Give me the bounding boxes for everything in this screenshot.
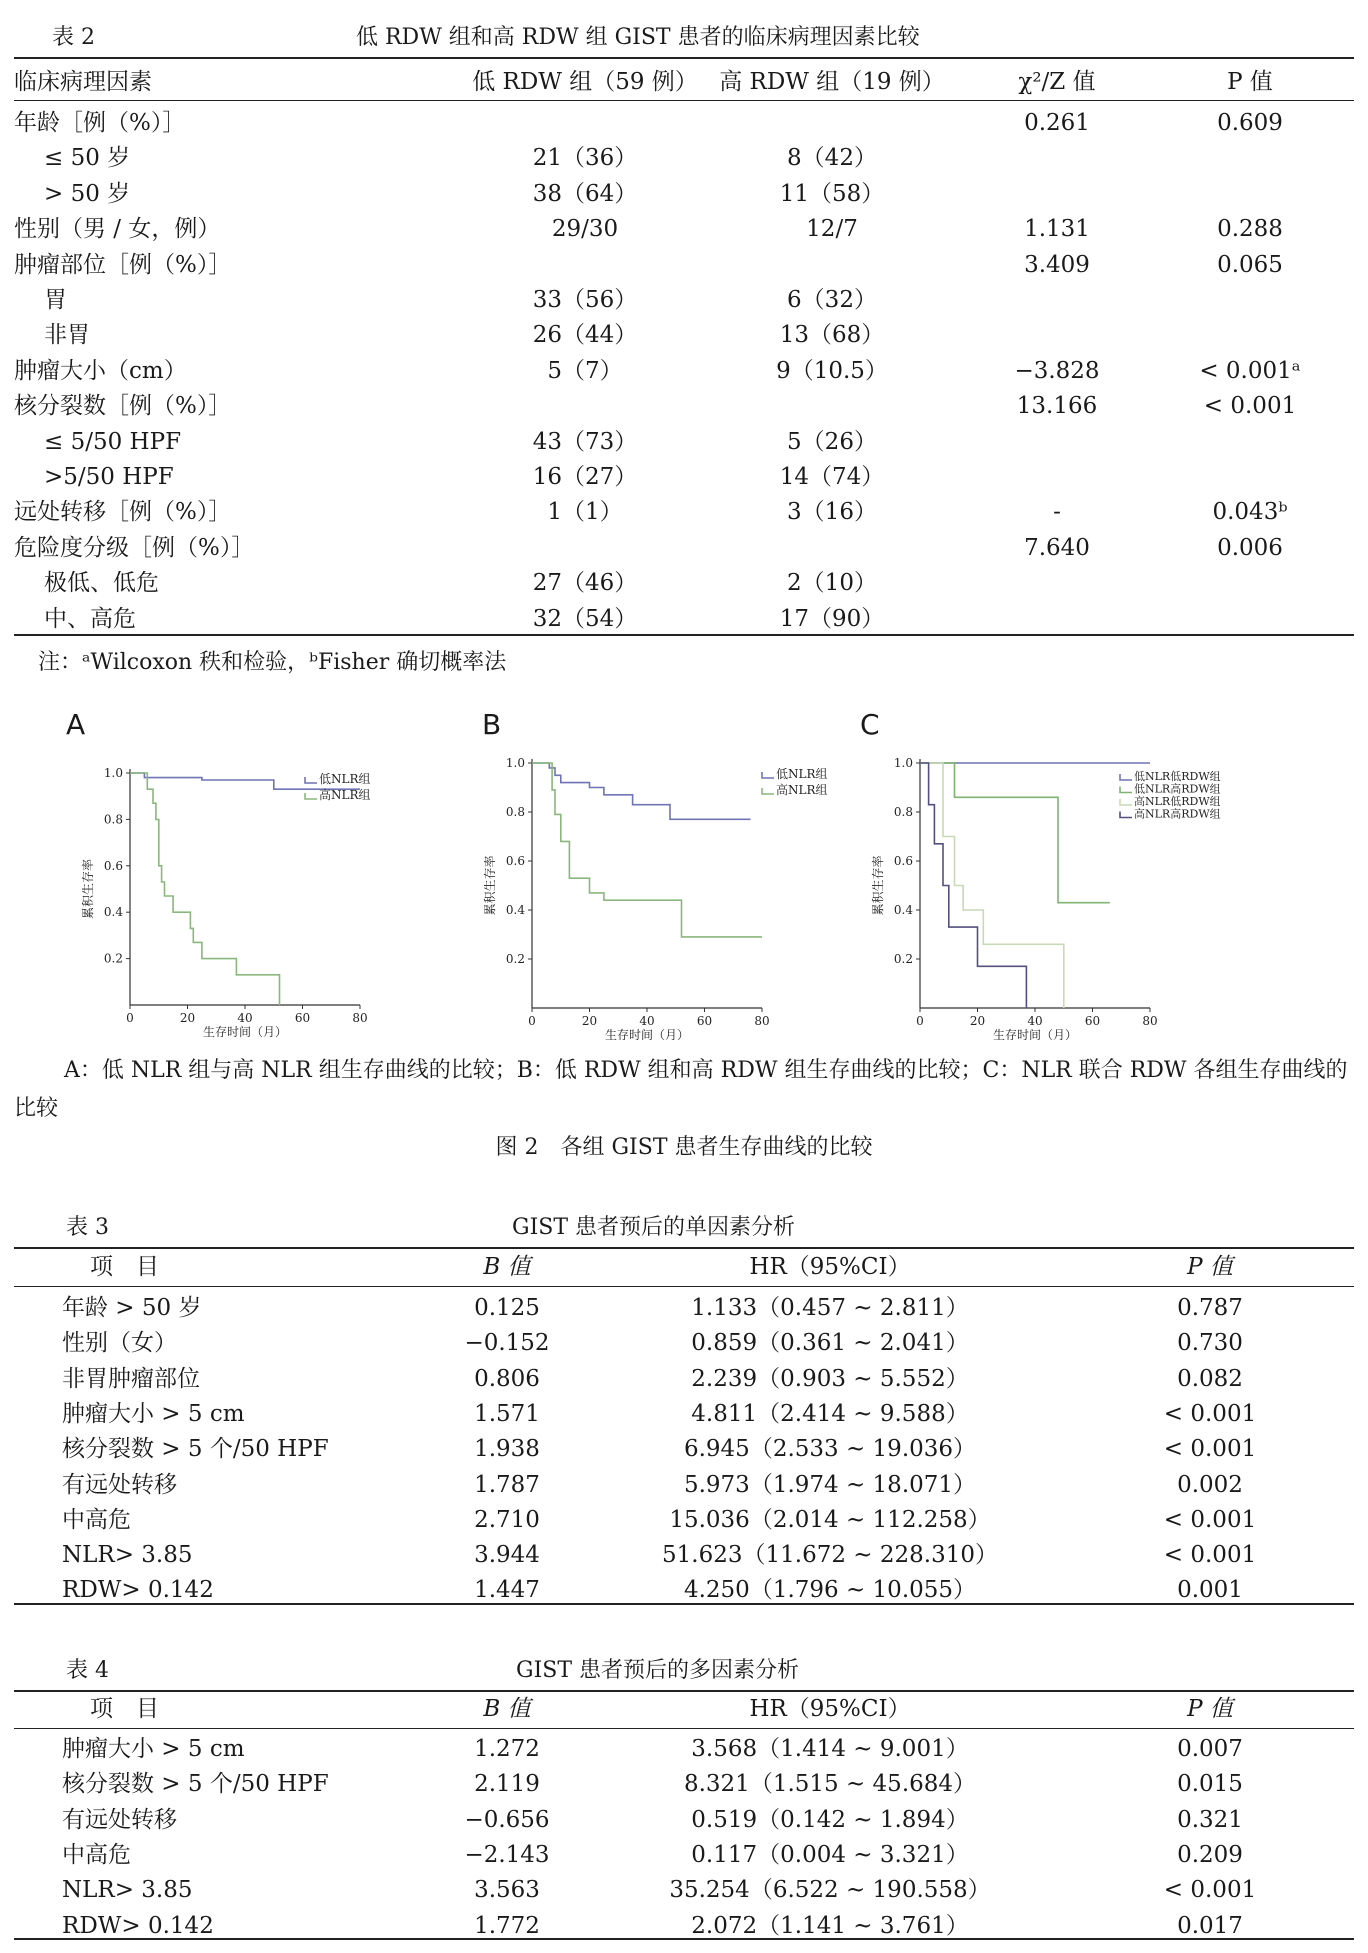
panel-label-b: B bbox=[482, 708, 502, 741]
table2-cell: 17（90） bbox=[779, 605, 885, 632]
y-axis-label: 累积生存率 bbox=[871, 855, 885, 916]
table3-cell: 0.001 bbox=[1177, 1577, 1243, 1604]
table2-cell: 9（10.5） bbox=[776, 357, 888, 384]
table2-cell: 非胃 bbox=[44, 322, 90, 349]
x-tick-label: 40 bbox=[639, 1014, 655, 1028]
table3-cell: 1.571 bbox=[474, 1400, 540, 1427]
table3-cell: < 0.001 bbox=[1163, 1542, 1257, 1569]
legend-label: 高NLR高RDW组 bbox=[1134, 807, 1221, 821]
survival-chart-c bbox=[862, 740, 1262, 1040]
table4-cell: 中高危 bbox=[62, 1841, 131, 1868]
table3-cell: 0.082 bbox=[1177, 1365, 1243, 1392]
table4-cell: 0.007 bbox=[1177, 1736, 1243, 1762]
legend-label: 高NLR组 bbox=[319, 788, 371, 802]
legend-label: 低NLR低RDW组 bbox=[1134, 770, 1221, 783]
y-tick-label: 0.8 bbox=[893, 805, 913, 819]
y-tick-label: 1.0 bbox=[505, 756, 525, 770]
table2-header-0: 临床病理因素 bbox=[14, 69, 152, 95]
table3-cell: 性别（女） bbox=[62, 1330, 177, 1357]
y-tick-label: 0.2 bbox=[505, 952, 525, 966]
table4-cell: 2.119 bbox=[474, 1771, 540, 1798]
y-tick-label: 0.2 bbox=[893, 952, 913, 966]
table2-cell: 0.288 bbox=[1217, 216, 1283, 243]
panel-label-a: A bbox=[66, 708, 86, 741]
table3-cell: 0.787 bbox=[1177, 1295, 1243, 1321]
survival-curve-1 bbox=[532, 763, 751, 819]
table2-cell: 3.409 bbox=[1024, 251, 1090, 278]
table2-cell: 14（74） bbox=[779, 464, 885, 490]
table2-cell: - bbox=[1053, 499, 1061, 526]
table2-cell: < 0.001ᵃ bbox=[1199, 357, 1301, 384]
table3-cell: 1.133（0.457 ~ 2.811） bbox=[691, 1295, 969, 1321]
table2-cell: 远处转移［例（%）］ bbox=[14, 499, 232, 526]
table4-header-1: B 值 bbox=[483, 1696, 531, 1722]
table3-cell: 非胃肿瘤部位 bbox=[62, 1365, 200, 1392]
table3-cell: −0.152 bbox=[464, 1330, 550, 1357]
table2-cell: 26（44） bbox=[532, 322, 638, 349]
table2-cell: 危险度分级［例（%）］ bbox=[14, 534, 255, 561]
table2-cell: 极低、低危 bbox=[44, 570, 159, 597]
legend-label: 低NLR高RDW组 bbox=[1134, 782, 1221, 796]
x-tick-label: 0 bbox=[916, 1014, 924, 1028]
table2-cell: 2（10） bbox=[787, 570, 877, 597]
table3-cell: NLR> 3.85 bbox=[62, 1542, 193, 1569]
y-tick-label: 0.6 bbox=[893, 854, 913, 868]
table2-cell: 13.166 bbox=[1016, 393, 1098, 420]
x-tick-label: 60 bbox=[696, 1014, 713, 1028]
table4-header-0: 项 目 bbox=[90, 1696, 159, 1722]
table2-cell: 38（64） bbox=[532, 180, 638, 207]
table3-header-2: HR（95%CI） bbox=[749, 1254, 911, 1280]
table3-label: 表 3 bbox=[66, 1215, 109, 1240]
table2-header-2: 高 RDW 组（19 例） bbox=[719, 69, 945, 95]
table2-cell: 27（46） bbox=[532, 570, 638, 597]
x-tick-label: 80 bbox=[754, 1014, 770, 1028]
table2-cell: 12/7 bbox=[806, 216, 858, 243]
table4-cell: 0.015 bbox=[1177, 1771, 1243, 1798]
table4-header-rule bbox=[14, 1728, 1354, 1729]
table2-cell: 13（68） bbox=[779, 322, 885, 349]
table4-cell: 35.254（6.522 ~ 190.558） bbox=[669, 1877, 991, 1904]
table2-cell: 21（36） bbox=[532, 145, 638, 172]
y-tick-label: 0.2 bbox=[103, 951, 123, 966]
table2-header-4: P 值 bbox=[1227, 69, 1273, 95]
table2-cell: 肿瘤大小（cm） bbox=[14, 357, 187, 384]
x-tick-label: 20 bbox=[969, 1014, 986, 1028]
table4-cell: 3.568（1.414 ~ 9.001） bbox=[691, 1736, 969, 1762]
table4-cell: 核分裂数 > 5 个/50 HPF bbox=[62, 1771, 329, 1798]
table2-note: 注：ᵃWilcoxon 秩和检验，ᵇFisher 确切概率法 bbox=[38, 650, 507, 675]
table2-cell: > 50 岁 bbox=[44, 180, 131, 207]
table4-cell: < 0.001 bbox=[1163, 1877, 1257, 1904]
table4-cell: NLR> 3.85 bbox=[62, 1877, 193, 1904]
table3-cell: 4.811（2.414 ~ 9.588） bbox=[691, 1400, 969, 1427]
x-axis-label: 生存时间（月） bbox=[604, 1028, 690, 1040]
legend-swatch bbox=[1120, 799, 1132, 805]
x-axis-label: 生存时间（月） bbox=[992, 1028, 1078, 1040]
table3-cell: 2.239（0.903 ~ 5.552） bbox=[691, 1365, 969, 1392]
table4-cell: 有远处转移 bbox=[62, 1806, 177, 1833]
table3-cell: 有远处转移 bbox=[62, 1471, 177, 1498]
y-tick-label: 1.0 bbox=[893, 756, 913, 770]
table2-cell: 5（7） bbox=[547, 357, 623, 384]
legend-label: 高NLR低RDW组 bbox=[1134, 795, 1221, 808]
table2-cell: < 0.001 bbox=[1203, 393, 1297, 420]
table2-cell: 6（32） bbox=[787, 287, 877, 313]
y-tick-label: 0.8 bbox=[103, 812, 123, 827]
table3-header-1: B 值 bbox=[483, 1254, 531, 1280]
legend-swatch bbox=[305, 793, 317, 799]
table3-cell: 肿瘤大小 > 5 cm bbox=[62, 1400, 245, 1427]
table4-cell: −0.656 bbox=[464, 1806, 550, 1833]
table3-cell: 5.973（1.974 ~ 18.071） bbox=[683, 1471, 977, 1498]
legend-swatch bbox=[762, 788, 774, 794]
table3-cell: 2.710 bbox=[474, 1506, 540, 1533]
table2-header-rule bbox=[14, 100, 1354, 101]
table2-cell: −3.828 bbox=[1014, 357, 1100, 384]
table2-cell: 43（73） bbox=[532, 428, 638, 455]
x-axis-label: 生存时间（月） bbox=[202, 1025, 288, 1039]
table2-cell: >5/50 HPF bbox=[44, 464, 174, 490]
table2-cell: 0.609 bbox=[1217, 110, 1283, 136]
table3-cell: 年龄 > 50 岁 bbox=[62, 1295, 202, 1321]
table4-cell: 8.321（1.515 ~ 45.684） bbox=[683, 1771, 977, 1798]
table3-title: GIST 患者预后的单因素分析 bbox=[512, 1215, 796, 1240]
table3-cell: < 0.001 bbox=[1163, 1436, 1257, 1463]
legend-swatch bbox=[1120, 812, 1132, 818]
y-tick-label: 0.6 bbox=[103, 858, 123, 873]
table3-header-rule bbox=[14, 1286, 1354, 1287]
table2-cell: 中、高危 bbox=[44, 605, 136, 632]
table2-cell: 0.006 bbox=[1217, 534, 1283, 561]
table3-cell: 1.447 bbox=[474, 1577, 540, 1604]
table2-label: 表 2 bbox=[52, 25, 95, 50]
table4-top-rule bbox=[14, 1690, 1354, 1692]
table4-bottom-rule bbox=[14, 1938, 1354, 1940]
x-tick-label: 40 bbox=[237, 1011, 253, 1025]
y-tick-label: 0.4 bbox=[505, 903, 525, 917]
table3-cell: 1.787 bbox=[474, 1471, 540, 1498]
table2-cell: ≤ 5/50 HPF bbox=[44, 428, 182, 455]
x-tick-label: 0 bbox=[126, 1011, 134, 1025]
table4-cell: 3.563 bbox=[474, 1877, 540, 1904]
table4-cell: 0.321 bbox=[1177, 1806, 1243, 1833]
table3-top-rule bbox=[14, 1247, 1354, 1249]
table3-cell: 51.623（11.672 ~ 228.310） bbox=[662, 1542, 998, 1569]
table3-cell: 15.036（2.014 ~ 112.258） bbox=[669, 1506, 991, 1533]
table3-cell: < 0.001 bbox=[1163, 1400, 1257, 1427]
survival-curve-2 bbox=[532, 763, 762, 937]
table2-cell: ≤ 50 岁 bbox=[44, 145, 131, 172]
table3-cell: 0.806 bbox=[474, 1365, 540, 1392]
table3-cell: 0.859（0.361 ~ 2.041） bbox=[691, 1330, 969, 1357]
table4-cell: 0.519（0.142 ~ 1.894） bbox=[691, 1806, 969, 1833]
legend-label: 低NLR组 bbox=[319, 772, 371, 786]
survival-curve-3 bbox=[920, 763, 1064, 1008]
table3-cell: 4.250（1.796 ~ 10.055） bbox=[683, 1577, 977, 1604]
legend-swatch bbox=[1120, 787, 1132, 793]
table4-label: 表 4 bbox=[66, 1658, 109, 1683]
x-tick-label: 60 bbox=[1084, 1014, 1101, 1028]
table2-cell: 16（27） bbox=[532, 464, 638, 490]
table3-cell: 0.125 bbox=[474, 1295, 540, 1321]
legend-label: 高NLR组 bbox=[776, 783, 828, 797]
table2-cell: 性别（男 / 女，例） bbox=[14, 216, 221, 243]
table3-cell: RDW> 0.142 bbox=[62, 1577, 214, 1604]
table3-cell: 1.938 bbox=[474, 1436, 540, 1463]
y-tick-label: 0.6 bbox=[505, 854, 525, 868]
y-tick-label: 1.0 bbox=[103, 766, 123, 780]
x-tick-label: 20 bbox=[179, 1011, 196, 1025]
table4-header-2: HR（95%CI） bbox=[749, 1696, 911, 1722]
survival-chart-b bbox=[480, 740, 860, 1040]
table4-cell: 1.772 bbox=[474, 1912, 540, 1939]
table2-cell: 8（42） bbox=[787, 145, 877, 172]
table3-cell: 3.944 bbox=[474, 1542, 540, 1569]
table2-cell: 3（16） bbox=[787, 499, 877, 526]
table2-cell: 0.261 bbox=[1024, 110, 1090, 136]
survival-chart-a bbox=[80, 745, 460, 1040]
table3-cell: 6.945（2.533 ~ 19.036） bbox=[683, 1436, 977, 1463]
table2-cell: 1（1） bbox=[547, 499, 623, 526]
survival-curve-2 bbox=[130, 773, 280, 1005]
table4-header-3: P 值 bbox=[1187, 1696, 1233, 1722]
x-tick-label: 0 bbox=[528, 1014, 536, 1028]
table3-cell: 中高危 bbox=[62, 1506, 131, 1533]
table3-cell: 0.002 bbox=[1177, 1471, 1243, 1498]
x-tick-label: 20 bbox=[581, 1014, 598, 1028]
y-tick-label: 0.4 bbox=[103, 905, 123, 920]
x-tick-label: 80 bbox=[1142, 1014, 1158, 1028]
x-tick-label: 80 bbox=[352, 1011, 368, 1025]
survival-curve-4 bbox=[920, 763, 1026, 1008]
legend-swatch bbox=[1120, 774, 1132, 780]
legend-swatch bbox=[762, 772, 774, 778]
x-tick-label: 60 bbox=[294, 1011, 311, 1025]
table2-cell: 29/30 bbox=[551, 216, 619, 243]
table2-cell: 5（26） bbox=[787, 428, 877, 455]
table2-cell: 年龄［例（%）］ bbox=[14, 110, 186, 136]
table3-cell: < 0.001 bbox=[1163, 1506, 1257, 1533]
table2-title: 低 RDW 组和高 RDW 组 GIST 患者的临床病理因素比较 bbox=[356, 25, 920, 50]
y-tick-label: 0.4 bbox=[893, 903, 913, 917]
table4-cell: 0.017 bbox=[1177, 1912, 1243, 1939]
table2-cell: 0.065 bbox=[1217, 251, 1283, 278]
table2-cell: 7.640 bbox=[1024, 534, 1090, 561]
table4-cell: −2.143 bbox=[464, 1841, 550, 1868]
y-axis-label: 累积生存率 bbox=[81, 858, 95, 920]
survival-curve-2 bbox=[920, 763, 1110, 903]
table4-cell: 2.072（1.141 ~ 3.761） bbox=[691, 1912, 969, 1939]
table3-header-0: 项 目 bbox=[90, 1254, 159, 1280]
table2-cell: 核分裂数［例（%）］ bbox=[14, 393, 232, 420]
table4-title: GIST 患者预后的多因素分析 bbox=[516, 1658, 800, 1683]
table3-header-3: P 值 bbox=[1187, 1254, 1233, 1280]
table2-cell: 1.131 bbox=[1024, 216, 1090, 243]
legend-label: 低NLR组 bbox=[776, 767, 828, 781]
table4-cell: 肿瘤大小 > 5 cm bbox=[62, 1736, 245, 1762]
table2-cell: 0.043ᵇ bbox=[1212, 499, 1288, 526]
table2-bottom-rule bbox=[14, 634, 1354, 636]
y-axis-label: 累积生存率 bbox=[483, 855, 497, 916]
figure2-caption: A：低 NLR 组与高 NLR 组生存曲线的比较；B：低 RDW 组和高 RDW 组生存曲线的比较；C：NLR 联合 RDW 各组生存曲线的比较 bbox=[14, 1058, 1348, 1121]
table2-cell: 胃 bbox=[44, 287, 67, 313]
table2-header-3: χ²/Z 值 bbox=[1018, 69, 1096, 95]
x-tick-label: 40 bbox=[1027, 1014, 1043, 1028]
table3-cell: 0.730 bbox=[1177, 1330, 1243, 1357]
panel-label-c: C bbox=[860, 708, 880, 741]
table2-cell: 33（56） bbox=[532, 287, 638, 313]
table2-cell: 32（54） bbox=[532, 605, 638, 632]
table4-cell: RDW> 0.142 bbox=[62, 1912, 214, 1939]
table2-cell: 肿瘤部位［例（%）］ bbox=[14, 251, 232, 278]
table2-top-rule bbox=[14, 57, 1354, 59]
table4-cell: 1.272 bbox=[474, 1736, 540, 1762]
y-tick-label: 0.8 bbox=[505, 805, 525, 819]
table2-cell: 11（58） bbox=[779, 180, 885, 207]
table2-header-1: 低 RDW 组（59 例） bbox=[472, 69, 698, 95]
legend-swatch bbox=[305, 777, 317, 783]
figure2-title: 图 2 各组 GIST 患者生存曲线的比较 bbox=[495, 1135, 873, 1160]
table4-cell: 0.117（0.004 ~ 3.321） bbox=[691, 1841, 969, 1868]
table4-cell: 0.209 bbox=[1177, 1841, 1243, 1868]
table3-cell: 核分裂数 > 5 个/50 HPF bbox=[62, 1436, 329, 1463]
